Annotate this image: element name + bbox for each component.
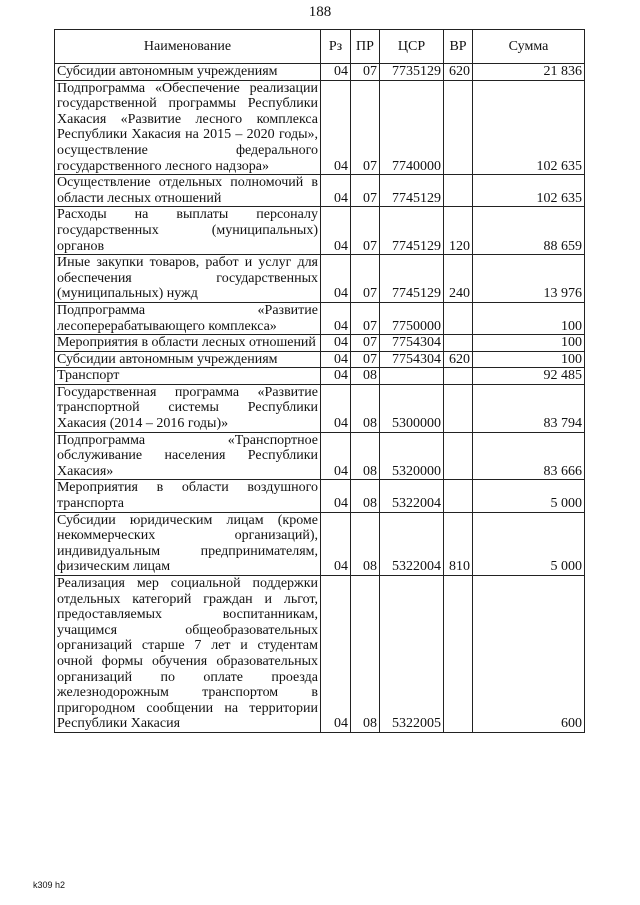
cell-pr: 07 bbox=[351, 207, 380, 255]
cell-rz: 04 bbox=[321, 302, 351, 334]
cell-name: Мероприятия в области лесных отношений bbox=[55, 335, 321, 352]
header-vr: ВР bbox=[444, 30, 473, 64]
cell-rz: 04 bbox=[321, 80, 351, 175]
cell-pr: 07 bbox=[351, 335, 380, 352]
header-pr: ПР bbox=[351, 30, 380, 64]
cell-csr: 7745129 bbox=[380, 175, 444, 207]
cell-pr: 08 bbox=[351, 432, 380, 480]
header-rz: Рз bbox=[321, 30, 351, 64]
cell-pr: 08 bbox=[351, 512, 380, 575]
cell-csr: 5320000 bbox=[380, 432, 444, 480]
cell-rz: 04 bbox=[321, 480, 351, 512]
table-row bbox=[55, 576, 585, 733]
cell-pr: 08 bbox=[351, 368, 380, 385]
cell-name: Расходы на выплаты персоналу государственных (муниципальных) органов bbox=[55, 207, 321, 255]
cell-vr bbox=[444, 335, 473, 352]
table-row bbox=[55, 80, 585, 175]
cell-amount: 102 635 bbox=[473, 80, 585, 175]
cell-csr: 7745129 bbox=[380, 207, 444, 255]
table-row bbox=[55, 335, 585, 352]
cell-vr: 120 bbox=[444, 207, 473, 255]
cell-amount: 100 bbox=[473, 335, 585, 352]
footer-code: k309 h2 bbox=[33, 880, 66, 890]
cell-pr: 07 bbox=[351, 175, 380, 207]
cell-name: Подпрограмма «Развитие лесоперерабатывающего комплекса» bbox=[55, 302, 321, 334]
cell-name: Транспорт bbox=[55, 368, 321, 385]
cell-csr: 5300000 bbox=[380, 384, 444, 432]
cell-amount: 100 bbox=[473, 302, 585, 334]
cell-rz: 04 bbox=[321, 335, 351, 352]
cell-rz: 04 bbox=[321, 512, 351, 575]
cell-name: Субсидии автономным учреждениям bbox=[55, 351, 321, 368]
cell-name: Подпрограмма «Транспортное обслуживание населения Республики Хакасия» bbox=[55, 432, 321, 480]
cell-amount: 92 485 bbox=[473, 368, 585, 385]
cell-name: Иные закупки товаров, работ и услуг для обеспечения государственных (муниципальных) нужд bbox=[55, 255, 321, 303]
cell-amount: 13 976 bbox=[473, 255, 585, 303]
cell-pr: 07 bbox=[351, 80, 380, 175]
cell-vr bbox=[444, 80, 473, 175]
table-row bbox=[55, 255, 585, 303]
cell-amount: 83 666 bbox=[473, 432, 585, 480]
cell-pr: 08 bbox=[351, 576, 380, 733]
cell-csr: 7754304 bbox=[380, 351, 444, 368]
cell-vr bbox=[444, 384, 473, 432]
cell-pr: 08 bbox=[351, 480, 380, 512]
cell-csr bbox=[380, 368, 444, 385]
cell-name: Государственная программа «Развитие транспортной системы Республики Хакасия (2014 – 2016 годы)» bbox=[55, 384, 321, 432]
cell-amount: 5 000 bbox=[473, 512, 585, 575]
table-row bbox=[55, 512, 585, 575]
cell-csr: 7750000 bbox=[380, 302, 444, 334]
cell-name: Субсидии юридическим лицам (кроме некоммерческих организаций), индивидуальным предпринимателям, физическим лицам bbox=[55, 512, 321, 575]
page-number: 188 bbox=[308, 4, 332, 20]
table-body bbox=[55, 64, 585, 733]
cell-rz: 04 bbox=[321, 207, 351, 255]
cell-rz: 04 bbox=[321, 576, 351, 733]
table-row bbox=[55, 480, 585, 512]
cell-amount: 88 659 bbox=[473, 207, 585, 255]
cell-vr: 810 bbox=[444, 512, 473, 575]
table-row bbox=[55, 175, 585, 207]
cell-pr: 07 bbox=[351, 255, 380, 303]
cell-amount: 21 836 bbox=[473, 64, 585, 81]
cell-vr bbox=[444, 432, 473, 480]
cell-rz: 04 bbox=[321, 384, 351, 432]
cell-rz: 04 bbox=[321, 175, 351, 207]
cell-amount: 102 635 bbox=[473, 175, 585, 207]
header-name: Наименование bbox=[55, 30, 321, 64]
cell-pr: 07 bbox=[351, 302, 380, 334]
cell-vr: 240 bbox=[444, 255, 473, 303]
header-csr: ЦСР bbox=[380, 30, 444, 64]
cell-amount: 100 bbox=[473, 351, 585, 368]
cell-vr bbox=[444, 175, 473, 207]
header-amount: Сумма bbox=[473, 30, 585, 64]
cell-pr: 08 bbox=[351, 384, 380, 432]
cell-amount: 5 000 bbox=[473, 480, 585, 512]
cell-vr bbox=[444, 302, 473, 334]
cell-name: Осуществление отдельных полномочий в области лесных отношений bbox=[55, 175, 321, 207]
cell-csr: 7735129 bbox=[380, 64, 444, 81]
cell-vr bbox=[444, 368, 473, 385]
cell-csr: 7745129 bbox=[380, 255, 444, 303]
table-row bbox=[55, 368, 585, 385]
cell-rz: 04 bbox=[321, 368, 351, 385]
cell-rz: 04 bbox=[321, 255, 351, 303]
cell-csr: 5322004 bbox=[380, 480, 444, 512]
cell-name: Реализация мер социальной поддержки отдельных категорий граждан и льгот, предоставляемых воспитанникам, учащимся общеобразовательных организаций старше 7 лет и студентам очной формы обучения образовательных организаций по оплате проезда железнодорожным транспортом в пригородном сообщении на территории Республики Хакасия bbox=[55, 576, 321, 733]
table-row bbox=[55, 207, 585, 255]
cell-pr: 07 bbox=[351, 351, 380, 368]
table-row bbox=[55, 351, 585, 368]
table-row bbox=[55, 384, 585, 432]
cell-rz: 04 bbox=[321, 64, 351, 81]
cell-csr: 5322004 bbox=[380, 512, 444, 575]
table-row bbox=[55, 432, 585, 480]
cell-vr: 620 bbox=[444, 351, 473, 368]
cell-name: Подпрограмма «Обеспечение реализации государственной программы Республики Хакасия «Развитие лесного комплекса Республики Хакасия на 2015 – 2020 годы», осуществление федерального государственного лесного надзора» bbox=[55, 80, 321, 175]
cell-amount: 83 794 bbox=[473, 384, 585, 432]
cell-amount: 600 bbox=[473, 576, 585, 733]
table-row bbox=[55, 64, 585, 81]
cell-csr: 5322005 bbox=[380, 576, 444, 733]
cell-vr bbox=[444, 576, 473, 733]
cell-name: Мероприятия в области воздушного транспорта bbox=[55, 480, 321, 512]
table-row bbox=[55, 302, 585, 334]
cell-name: Субсидии автономным учреждениям bbox=[55, 64, 321, 81]
cell-vr: 620 bbox=[444, 64, 473, 81]
cell-rz: 04 bbox=[321, 432, 351, 480]
cell-csr: 7740000 bbox=[380, 80, 444, 175]
cell-rz: 04 bbox=[321, 351, 351, 368]
table-header-row bbox=[55, 30, 585, 64]
cell-vr bbox=[444, 480, 473, 512]
cell-csr: 7754304 bbox=[380, 335, 444, 352]
budget-table bbox=[54, 29, 585, 733]
cell-pr: 07 bbox=[351, 64, 380, 81]
